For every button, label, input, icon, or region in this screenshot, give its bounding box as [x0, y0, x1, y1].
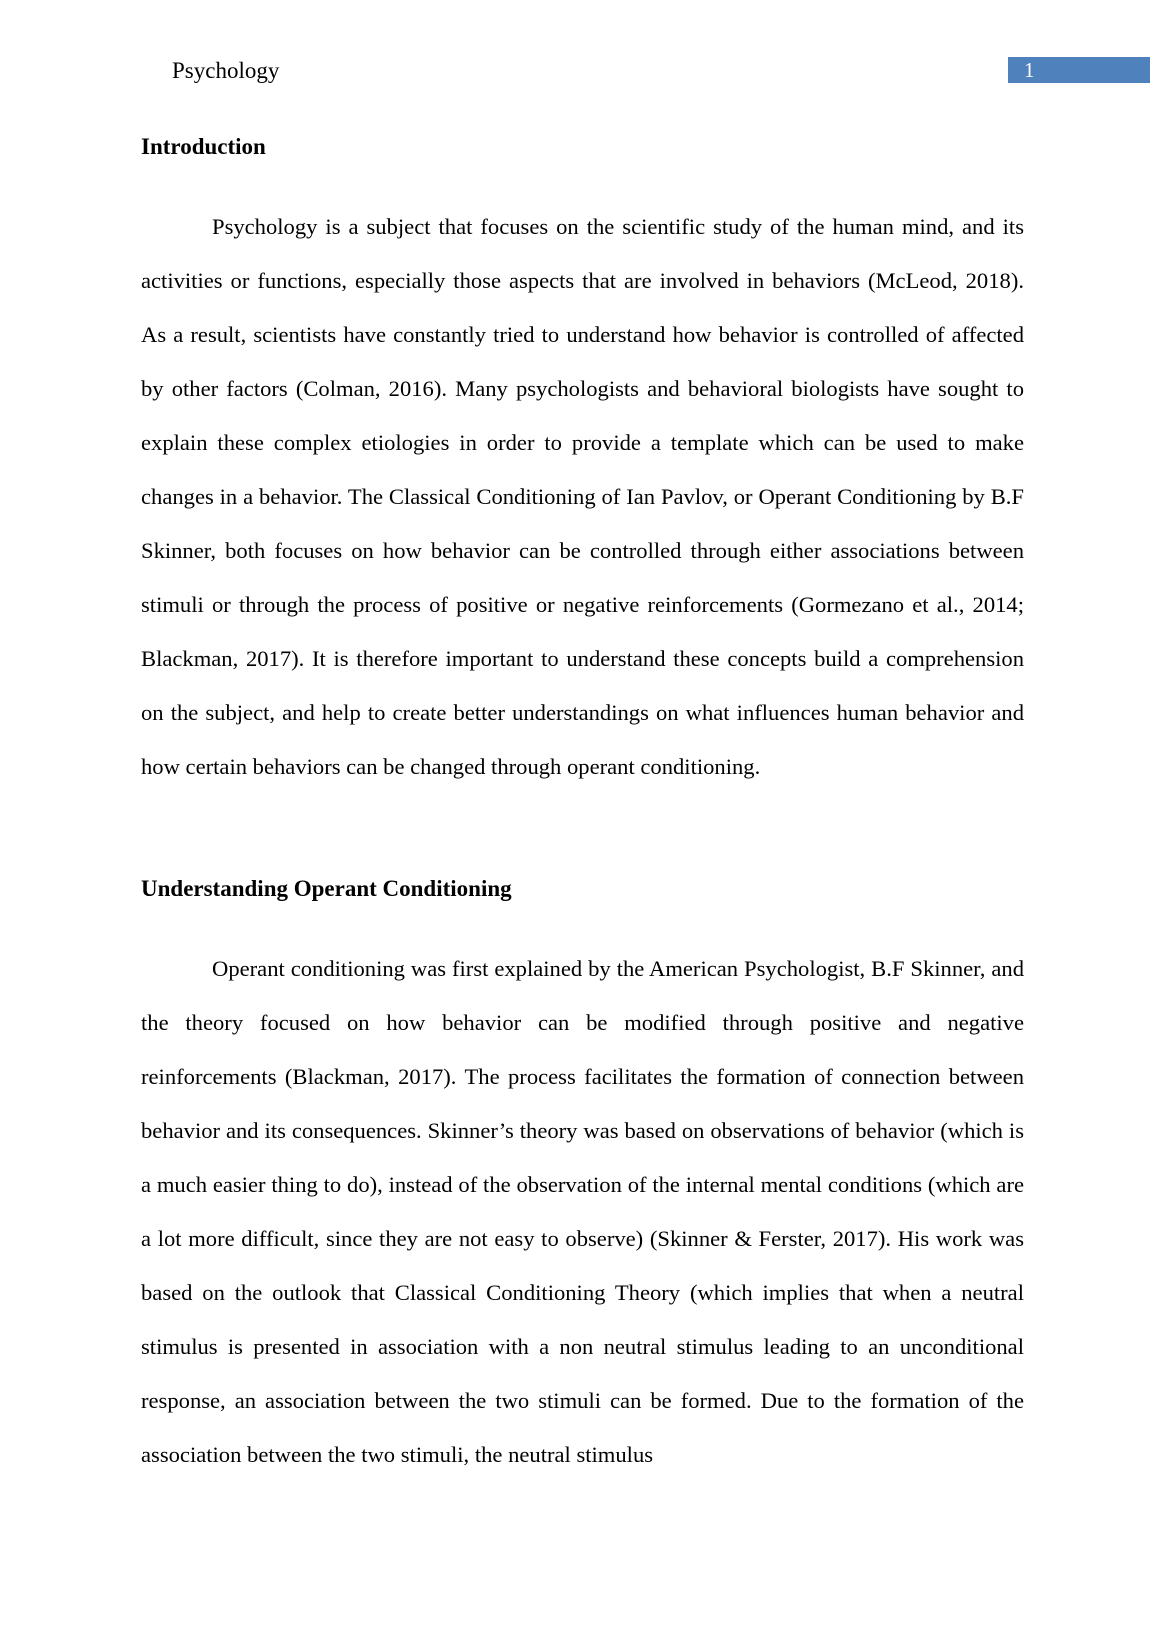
section-heading-introduction: Introduction	[141, 134, 266, 159]
paragraph-operant-conditioning: Operant conditioning was first explained by the American Psychologist, B.F Skinner, and the theory focused on how behavior can be modified through positive and negative reinforcements (Blackman, 2017). The process facilitates the formation of connection between behavior and its consequences. Skinner’s theory was based on observations of behavior (which is a much easier thing to do), instead of the observation of the internal mental conditions (which are a lot more difficult, since they are not easy to observe) (Skinner & Ferster, 2017). His work was based on the outlook that Classical Conditioning Theory (which implies that when a neutral stimulus is presented in association with a non neutral stimulus leading to an unconditional response, an association between the two stimuli can be formed. Due to the formation of the association between the two stimuli, the neutral stimulus	[141, 956, 1024, 1467]
paragraph-introduction: Psychology is a subject that focuses on the scientific study of the human mind, and its activities or functions, especially those aspects that are involved in behaviors (McLeod, 2018). As a result, scientists have constantly tried to understand how behavior is controlled of affected by other factors (Colman, 2016). Many psychologists and behavioral biologists have sought to explain these complex etiologies in order to provide a template which can be used to make changes in a behavior. The Classical Conditioning of Ian Pavlov, or Operant Conditioning by B.F Skinner, both focuses on how behavior can be controlled through either associations between stimuli or through the process of positive or negative reinforcements (Gormezano et al., 2014; Blackman, 2017). It is therefore important to understand these concepts build a comprehension on the subject, and help to create better understandings on what influences human behavior and how certain behaviors can be changed through operant conditioning.	[141, 214, 1024, 779]
running-title: Psychology	[172, 58, 280, 83]
section-heading-operant-conditioning: Understanding Operant Conditioning	[141, 876, 512, 901]
page-number-badge: 1	[1008, 57, 1150, 83]
